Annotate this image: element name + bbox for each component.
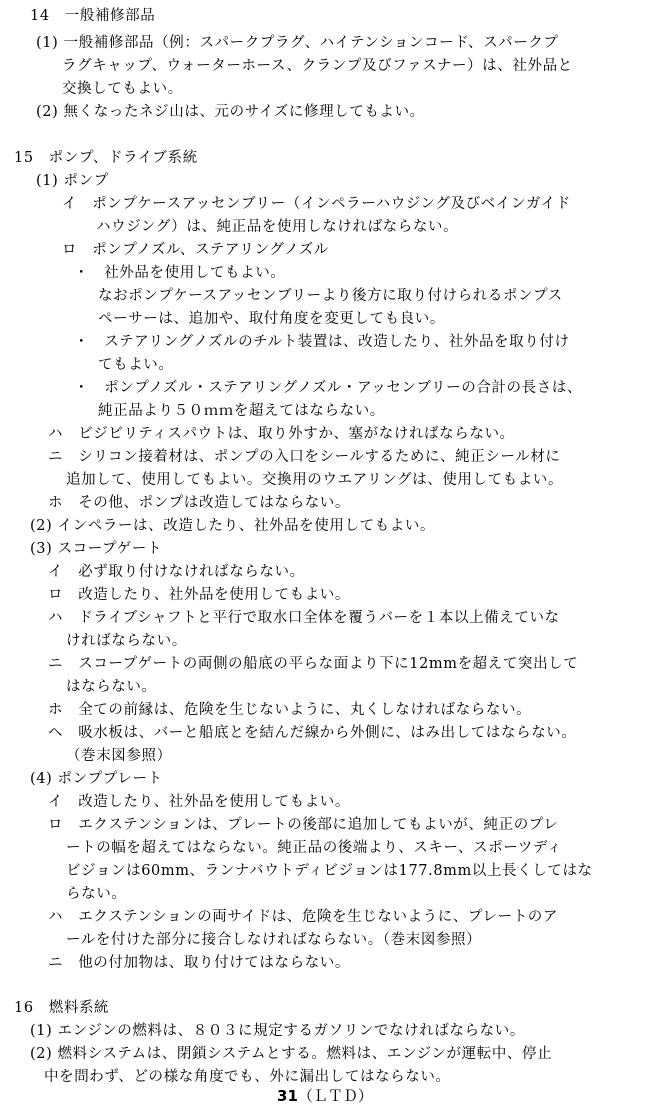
sec15-s1-i-line-2: ハウジング）は、純正品を使用しなければならない。: [96, 219, 459, 235]
section-14-title: 14 一般補修部品: [30, 8, 156, 24]
sec15-s4-ni: ニ 他の付加物は、取り付けてはならない。: [48, 955, 350, 971]
sec15-s3-ro: ロ 改造したり、社外品を使用してもよい。: [48, 587, 350, 603]
sec14-item-1-line-3: 交換してもよい。: [62, 81, 183, 97]
sec16-item-2-line-1: (2) 燃料システムは、閉鎖システムとする。燃料は、エンジンが運転中、停止: [30, 1046, 553, 1062]
sec15-s4-ro-line-1: ロ エクステンションは、プレートの後部に追加してもよいが、純正のプレ: [48, 817, 559, 833]
sec15-s3-ni-line-2: はならない。: [66, 679, 157, 695]
page-number: 31: [277, 1087, 298, 1105]
sec15-s1-ro-bullet-1-line-1: ・ 社外品を使用してもよい。: [74, 265, 286, 281]
sec15-s3-ni-line-1: ニ スコープゲートの両側の船底の平らな面より下に12mmを超えて突出して: [48, 656, 579, 672]
sec15-s1-ni-line-1: ニ シリコン接着材は、ポンプの入口をシールするために、純正シール材に: [48, 449, 561, 465]
sec15-s4-ro-line-3: ビジョンは60mm、ランナバウトディビジョンは177.8mm以上長くしてはな: [66, 863, 593, 879]
sec15-s1-i-line-1: イ ポンプケースアッセンブリー（インペラーハウジング及びベインガイド: [62, 196, 571, 212]
page-footer-label: （ＬＴＤ）: [297, 1087, 373, 1105]
sec15-s1-ro-bullet-2-line-1: ・ ステアリングノズルのチルト装置は、改造したり、社外品を取り付け: [74, 334, 570, 350]
sec15-s1-ro-bullet-2-line-2: てもよい。: [98, 357, 174, 373]
sec15-s3-ha-line-2: ければならない。: [66, 633, 187, 649]
sec16-item-2-line-2: 中を問わず、どの様な角度でも、外に漏出してはならない。: [44, 1069, 451, 1085]
sec15-s4-ro-line-2: ートの幅を超えてはならない。純正品の後端より、スキー、スポーツディ: [66, 840, 562, 856]
sec14-item-2: (2) 無くなったネジ山は、元のサイズに修理してもよい。: [36, 104, 425, 120]
sec15-sub-4-title: (4) ポンププレート: [30, 771, 163, 787]
sec14-item-1-line-2: ラグキャップ、ウォーターホース、クランプ及びファスナー）は、社外品と: [62, 58, 573, 74]
sec15-sub-2: (2) インペラーは、改造したり、社外品を使用してもよい。: [30, 518, 436, 534]
sec15-s1-ho: ホ その他、ポンプは改造してはならない。: [48, 495, 350, 511]
sec15-s4-ha-line-2: ールを付けた部分に接合しなければならない。（巻末図参照）: [66, 932, 482, 948]
sec15-sub-3-title: (3) スコープゲート: [30, 541, 163, 557]
sec15-s1-ro-bullet-3-line-2: 純正品より５０ｍｍを超えてはならない。: [98, 403, 385, 419]
sec15-s3-ho: ホ 全ての前縁は、危険を生じないように、丸くしなければならない。: [48, 702, 532, 718]
sec15-s4-ro-line-4: らない。: [66, 886, 127, 902]
sec16-item-1: (1) エンジンの燃料は、８０３に規定するガソリンでなければならない。: [30, 1023, 525, 1039]
section-15-title: 15 ポンプ、ドライブ系統: [14, 150, 198, 166]
sec15-s3-he-line-1: ヘ 吸水板は、バーと船底とを結んだ線から外側に、はみ出してはならない。: [48, 725, 577, 741]
section-16-title: 16 燃料系統: [14, 1000, 110, 1016]
page-footer: [0, 1085, 650, 1106]
sec15-sub-1-title: (1) ポンプ: [36, 173, 109, 189]
sec15-s4-i: イ 改造したり、社外品を使用してもよい。: [48, 794, 350, 810]
sec15-s1-ro-bullet-1-line-2: なおポンプケースアッセンブリーより後方に取り付けられるポンプス: [98, 288, 563, 304]
sec15-s1-ro-bullet-3-line-1: ・ ポンプノズル・ステアリングノズル・アッセンブリーの合計の長さは、: [74, 380, 583, 396]
sec15-s1-ro-bullet-1-line-3: ペーサーは、追加や、取付角度を変更しても良い。: [98, 311, 446, 327]
sec15-s4-ha-line-1: ハ エクステンションの両サイドは、危険を生じないように、プレートのア: [48, 909, 558, 925]
sec14-item-1-line-1: (1) 一般補修部品（例：スパークプラグ、ハイテンションコード、スパークプ: [36, 35, 559, 51]
sec15-s3-i: イ 必ず取り付けなければならない。: [48, 564, 305, 580]
sec15-s3-ha-line-1: ハ ドライブシャフトと平行で取水口全体を覆うバーを１本以上備えていな: [48, 610, 560, 626]
sec15-s1-ha: ハ ビジビリティスパウトは、取り外すか、塞がなければならない。: [48, 426, 515, 442]
sec15-s1-ro: ロ ポンプノズル、ステアリングノズル: [62, 242, 329, 258]
sec15-s3-he-line-2: （巻末図参照）: [66, 748, 172, 764]
sec15-s1-ni-line-2: 追加して、使用してもよい。交換用のウエアリングは、使用してもよい。: [66, 472, 564, 488]
